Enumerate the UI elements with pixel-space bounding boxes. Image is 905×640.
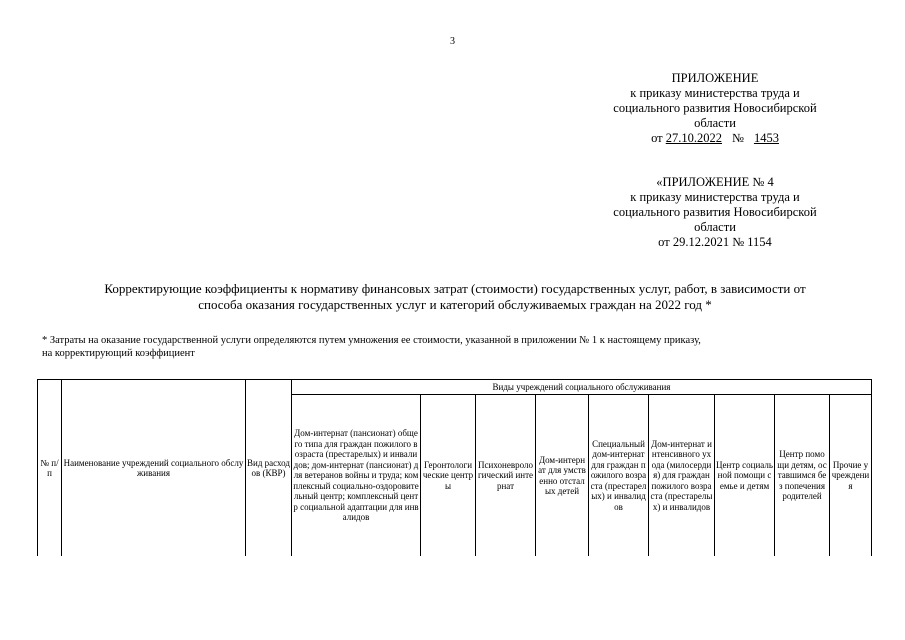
header-institution-name: Наименование учреждений социального обслуживания [62,380,246,557]
appendix-4-line-2: социального развития Новосибирской [613,205,817,219]
appendix-date-prefix: от [651,131,663,145]
header-number: № п/п [38,380,62,557]
document-title-line-2: способа оказания государственных услуг и категорий обслуживаемых граждан на 2022 год * [198,297,712,312]
appendix-4-line-3: области [694,220,736,234]
footnote-line-2: на корректирующий коэффициент [42,348,195,359]
appendix-4-header [560,175,870,250]
header-type-special-home: Специальный дом-интернат для граждан пожилого возраста (престарелых) и инвалидов [589,395,649,557]
appendix-header [560,71,870,146]
header-institution-types-group: Виды учреждений социального обслуживания [292,380,872,395]
appendix-line-3: области [694,116,736,130]
header-type-psychoneurological: Психоневрологический интернат [476,395,536,557]
document-title [40,281,870,313]
footnote-line-1: * Затраты на оказание государственной услуги определяются путем умножения ее стоимости, указанной в приложении № 1 к настоящему приказу, [42,335,701,346]
header-type-general-home: Дом-интернат (пансионат) общего типа для граждан пожилого возраста (престарелых) и инвалидов; дом-интернат (пансионат) для ветеранов войны и труда; комплексный социально-оздоровительный центр; комплексный центр социальной адаптации для инвалидов [292,395,421,557]
header-type-children-home: Дом-интернат для умственно отсталых детей [536,395,589,557]
appendix-number: 1453 [753,131,779,145]
page-number: 3 [450,36,455,47]
appendix-4-date-line: от 29.12.2021 № 1154 [658,235,772,249]
header-type-gerontology: Геронтологические центры [421,395,476,557]
header-type-intensive-care: Дом-интернат интенсивного ухода (милосердия) для граждан пожилого возраста (престарелых) и инвалидов [649,395,715,557]
coefficients-table [37,379,872,556]
appendix-line-2: социального развития Новосибирской [613,101,817,115]
appendix-date-line [560,131,870,146]
header-type-orphan-center: Центр помощи детям, оставшимся без попечения родителей [775,395,830,557]
document-title-line-1: Корректирующие коэффициенты к нормативу финансовых затрат (стоимости) государственных услуг, работ, в зависимости от [104,281,806,296]
appendix-4-line-1: к приказу министерства труда и [630,190,800,204]
appendix-4-title: «ПРИЛОЖЕНИЕ № 4 [656,175,774,189]
footnote [42,334,882,360]
header-type-other: Прочие учреждения [830,395,872,557]
header-expense-type: Вид расходов (КВР) [246,380,292,557]
appendix-title: ПРИЛОЖЕНИЕ [671,71,759,85]
appendix-number-sign: № [732,131,744,145]
appendix-date: 27.10.2022 [665,131,722,145]
header-type-family-center: Центр социальной помощи семье и детям [715,395,775,557]
appendix-line-1: к приказу министерства труда и [630,86,800,100]
